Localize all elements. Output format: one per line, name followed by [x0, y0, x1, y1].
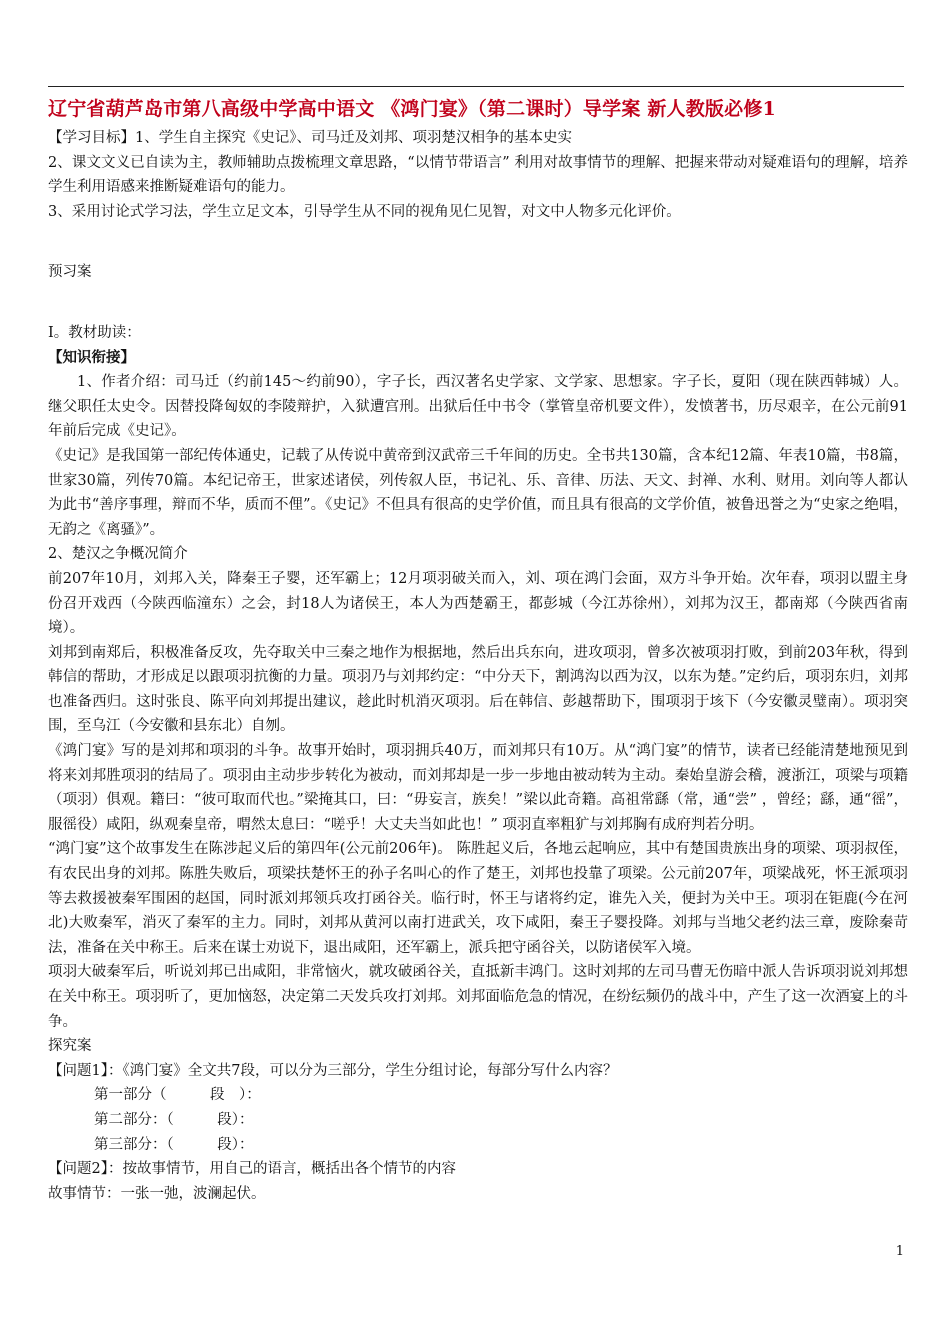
spacer	[48, 285, 908, 321]
spacer	[48, 224, 908, 260]
knowledge-heading: 【知识衔接】	[48, 348, 135, 366]
page-title: 辽宁省葫芦岛市第八高级中学高中语文 《鸿门宴》（第二课时）导学案 新人教版必修1	[48, 98, 776, 120]
chuhan-paragraph-5: 项羽大破秦军后，听说刘邦已出咸阳，非常恼火，就攻破函谷关，直抵新丰鸿门。这时刘邦的左司马曹无伤暗中派人告诉项羽说刘邦想在关中称王。项羽听了，更加恼怒，决定第二天发兵攻打刘邦。刘邦面临危急的情况，在纷纭频仍的战斗中，产生了这一次酒宴上的斗争。	[48, 964, 908, 1030]
author-intro: 1、作者介绍：司马迁（约前145～约前90），字子长，西汉著名史学家、文学家、思想家。字子长，夏阳（现在陕西韩城）人。继父职任太史令。因替投降匈奴的李陵辩护，入狱遭宫刑。出狱后任中书令（掌管皇帝机要文件），发愤著书，历尽艰辛，在公元前91年前后完成《史记》。	[48, 374, 908, 440]
part-2-blank: 第二部分：（ 段）：	[94, 1111, 254, 1128]
chuhan-heading: 2、楚汉之争概况简介	[48, 546, 188, 563]
section-materials: Ⅰ。教材助读：	[48, 324, 141, 341]
plot-line: 故事情节：一张一弛，波澜起伏。	[48, 1185, 266, 1202]
document-body	[48, 126, 908, 1206]
part-3-blank: 第三部分：（ 段）：	[94, 1136, 254, 1153]
header-rule	[48, 86, 904, 87]
shiji-intro: 《史记》是我国第一部纪传体通史，记载了从传说中黄帝到汉武帝三千年间的历史。全书共130篇，含本纪12篇、年表10篇，书8篇，世家30篇，列传70篇。本纪记帝王，世家述诸侯，列传叙人臣，书记礼、乐、音律、历法、天文、封禅、水利、财用。刘向等人都认为此书“善序事理，辩而不华，质而不俚”。《史记》不但具有很高的史学价值，而且具有很高的文学价值，被鲁迅誉之为“史家之绝唱，无韵之《离骚》”。	[48, 447, 908, 538]
preview-heading: 预习案	[48, 264, 92, 281]
question-2: 【问题2】：按故事情节，用自己的语言，概括出各个情节的内容	[48, 1161, 456, 1178]
goal-line-1: 【学习目标】1、学生自主探究《史记》、司马迁及刘邦、项羽楚汉相争的基本史实	[48, 130, 572, 146]
goal-line-3: 3、采用讨论式学习法，学生立足文本，引导学生从不同的视角见仁见智，对文中人物多元化评价。	[48, 203, 681, 220]
chuhan-paragraph-2: 刘邦到南郑后，积极准备反攻，先夺取关中三秦之地作为根据地，然后出兵东向，进攻项羽，曾多次被项羽打败，到前203年秋，得到韩信的帮助，才形成足以跟项羽抗衡的力量。项羽乃与刘邦约定：“中分天下，割鸿沟以西为汉，以东为楚。”定约后，项羽东归，刘邦也准备西归。这时张良、陈平向刘邦提出建议，趁此时机消灭项羽。后在韩信、彭越帮助下，围项羽于垓下（今安徽灵璧南）。项羽突围，至乌江（今安徽和县东北）自刎。	[48, 644, 908, 735]
part-1-blank: 第一部分（ 段 ）：	[94, 1087, 261, 1104]
question-1: 【问题1】：《鸿门宴》全文共7段，可以分为三部分，学生分组讨论，每部分写什么内容？	[48, 1062, 618, 1079]
explore-heading: 探究案	[48, 1038, 92, 1055]
chuhan-paragraph-1: 前207年10月，刘邦入关，降秦王子婴，还军霸上；12月项羽破关而入，刘、项在鸿门会面，双方斗争开始。次年春，项羽以盟主身份召开戏西（今陕西临潼东）之会，封18人为诸侯王，本人为西楚霸王，都彭城（今江苏徐州），刘邦为汉王，都南郑（今陕西省南境）。	[48, 570, 908, 637]
goal-line-2: 2、课文文义已自读为主，教师辅助点拨梳理文章思路，“以情节带语言” 利用对故事情节的理解、把握来带动对疑难语句的理解，培养学生利用语感来推断疑难语句的能力。	[48, 154, 908, 196]
page-number: 1	[895, 1244, 904, 1259]
chuhan-paragraph-4: “鸿门宴”这个故事发生在陈涉起义后的第四年(公元前206年)。 陈胜起义后，各地云起响应，其中有楚国贵族出身的项梁、项羽叔侄，有农民出身的刘邦。陈胜失败后，项梁扶楚怀王的孙子名叫心的作了楚王，刘邦也投靠了项梁。公元前207年，项梁战死，怀王派项羽等去救援被秦军围困的赵国，同时派刘邦领兵攻打函谷关。临行时，怀王与诸将约定，谁先入关，便封为关中王。项羽在钜鹿(今在河北)大败秦军，消灭了秦军的主力。同时，刘邦从黄河以南打进武关，攻下咸阳，秦王子婴投降。刘邦与当地父老约法三章，废除秦苛法，准备在关中称王。后来在谋士劝说下，退出咸阳，还军霸上，派兵把守函谷关，以防诸侯军入境。	[48, 841, 908, 956]
chuhan-paragraph-3: 《鸿门宴》写的是刘邦和项羽的斗争。故事开始时，项羽拥兵40万，而刘邦只有10万。从“鸿门宴”的情节，读者已经能清楚地预见到将来刘邦胜项羽的结局了。项羽由主动步步转化为被动，而刘邦却是一步一步地由被动转为主动。秦始皇游会稽，渡浙江，项梁与项籍（项羽）俱观。籍曰：“彼可取而代也。”梁掩其口，曰：“毋妄言，族矣！”梁以此奇籍。高祖常繇（常，通“尝” ，曾经；繇，通“徭”，服徭役）咸阳，纵观秦皇帝，喟然太息曰：“嗟乎！大丈夫当如此也！” 项羽直率粗犷与刘邦胸有成府判若分明。	[48, 743, 908, 833]
